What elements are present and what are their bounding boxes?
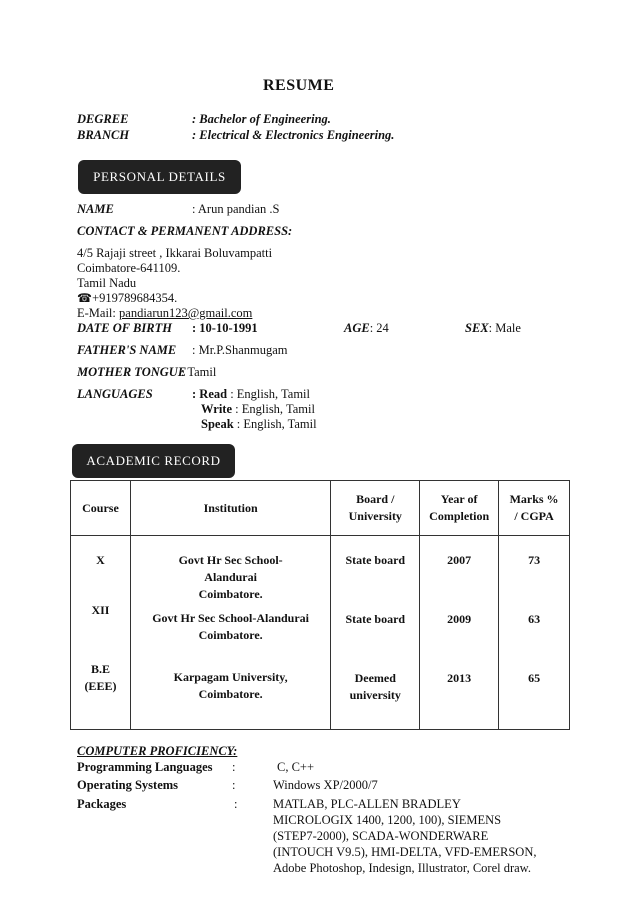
age-field: [344, 321, 389, 336]
personal-details-heading-text: PERSONAL DETAILS: [93, 169, 226, 184]
header-marks-line-1: Marks %: [509, 492, 559, 506]
os-label: Operating Systems: [77, 778, 179, 792]
board-column: [331, 536, 420, 730]
header-institution: [130, 481, 330, 536]
pkg-line-4: (INTOUCH V9.5), HMI-DELTA, VFD-EMERSON,: [273, 845, 537, 859]
board-2-text: State board: [345, 612, 406, 626]
year-2-text: 2009: [447, 612, 472, 626]
course-3-line-1: B.E: [90, 662, 110, 676]
prog-colon: :: [232, 760, 236, 774]
degree-label: DEGREE: [77, 112, 129, 126]
institution-2-line-2: Coimbatore.: [198, 628, 263, 642]
branch-value: : Electrical & Electronics Engineering.: [192, 128, 395, 142]
os-value: Windows XP/2000/7: [273, 778, 378, 792]
course-3-line-2: (EEE): [84, 679, 117, 693]
phone-icon: ☎: [77, 291, 92, 305]
header-institution-text: Institution: [203, 500, 258, 515]
board-1-text: State board: [345, 553, 406, 567]
board-cell-2: [331, 569, 419, 628]
table-body-row: [71, 536, 570, 730]
year-cell-2: [420, 569, 498, 628]
father-value: : Mr.P.Shanmugam: [192, 343, 288, 357]
year-column: [420, 536, 499, 730]
language-speak-mode: Speak: [201, 417, 234, 431]
pkg-line-3: (STEP7-2000), SCADA-WONDERWARE: [273, 829, 489, 843]
pkg-line-5: Adobe Photoshop, Indesign, Illustrator, Corel draw.: [273, 861, 532, 875]
institution-cell-2: [131, 603, 330, 644]
marks-cell-3: [499, 628, 569, 687]
academic-table: [70, 480, 570, 730]
computer-proficiency-heading: COMPUTER PROFICIENCY:: [77, 744, 238, 758]
course-1-text: X: [96, 553, 105, 567]
course-cell-2: [71, 569, 130, 619]
phone-value: +919789684354.: [92, 291, 178, 305]
table-header-row: [71, 481, 570, 536]
institution-3-line-2: Coimbatore.: [198, 687, 263, 701]
header-year-line-1: Year of: [440, 492, 478, 506]
language-read-mode: Read: [199, 387, 228, 401]
language-read-value: : English, Tamil: [227, 387, 311, 401]
languages-label: LANGUAGES: [77, 387, 153, 401]
header-board-line-2: University: [348, 509, 402, 523]
institution-2-line-1: Govt Hr Sec School-Alandurai: [152, 611, 310, 625]
language-write-value: : English, Tamil: [232, 402, 315, 416]
academic-record-heading-text: ACADEMIC RECORD: [86, 453, 221, 468]
marks-2-text: 63: [528, 612, 541, 626]
year-cell-1: [420, 536, 498, 569]
email-label: E-Mail:: [77, 306, 116, 320]
branch-label: BRANCH: [77, 128, 130, 142]
institution-1-line-2: Alandurai: [204, 570, 257, 584]
sex-field: [465, 321, 521, 336]
language-write: [201, 402, 315, 417]
header-board-line-1: Board /: [356, 492, 395, 506]
age-label: AGE: [344, 321, 370, 335]
institution-cell-1: [131, 536, 330, 603]
header-board: [331, 481, 420, 536]
course-cell-3: [71, 619, 130, 695]
page-title: RESUME: [263, 77, 335, 94]
marks-1-text: 73: [528, 553, 541, 567]
language-read: [192, 387, 310, 402]
marks-cell-2: [499, 569, 569, 628]
age-value: : 24: [369, 321, 389, 335]
institution-cell-3: [131, 644, 330, 703]
institution-1-line-1: Govt Hr Sec School-: [178, 553, 283, 567]
header-marks: [499, 481, 570, 536]
year-cell-3: [420, 628, 498, 687]
prog-label: Programming Languages: [77, 760, 213, 774]
contact-label: CONTACT & PERMANENT ADDRESS:: [77, 224, 293, 238]
dob-value-text: : 10-10-1991: [192, 321, 258, 335]
dob-value: [192, 321, 258, 336]
institution-1-line-3: Coimbatore.: [198, 587, 263, 601]
pkg-label: Packages: [77, 797, 127, 811]
language-write-mode: Write: [201, 402, 233, 416]
board-cell-3: [331, 628, 419, 704]
course-column: [71, 536, 131, 730]
dob-label: DATE OF BIRTH: [77, 321, 172, 335]
header-course-text: Course: [82, 500, 119, 515]
sex-label: SEX: [465, 321, 489, 335]
father-label: FATHER'S NAME: [77, 343, 177, 357]
institution-3-line-1: Karpagam University,: [173, 670, 288, 684]
name-label: NAME: [77, 202, 114, 216]
tongue-label: MOTHER TONGUE: [77, 365, 187, 379]
year-3-text: 2013: [447, 671, 472, 685]
address-line-2: Coimbatore-641109.: [77, 261, 181, 275]
name-value: : Arun pandian .S: [192, 202, 280, 216]
language-speak-value: : English, Tamil: [233, 417, 317, 431]
marks-3-text: 65: [528, 671, 541, 685]
degree-value: : Bachelor of Engineering.: [192, 112, 331, 126]
academic-record-heading: [72, 444, 235, 478]
marks-cell-1: [499, 536, 569, 569]
address-line-3: Tamil Nadu: [77, 276, 137, 290]
header-year-line-2: Completion: [429, 509, 490, 523]
language-speak: [201, 417, 317, 432]
address-line-1: 4/5 Rajaji street , Ikkarai Boluvampatti: [77, 246, 273, 260]
personal-details-heading: [78, 160, 241, 194]
os-colon: :: [232, 778, 236, 792]
pkg-line-1: MATLAB, PLC-ALLEN BRADLEY: [273, 797, 461, 811]
board-cell-1: [331, 536, 419, 569]
institution-column: [130, 536, 330, 730]
course-2-text: XII: [91, 603, 110, 617]
tongue-value: : Tamil: [181, 365, 217, 379]
marks-column: [499, 536, 570, 730]
email-row: [77, 306, 252, 321]
year-1-text: 2007: [447, 553, 472, 567]
sex-value: : Male: [488, 321, 521, 335]
header-year: [420, 481, 499, 536]
pkg-colon: :: [234, 797, 238, 811]
course-cell-1: [71, 536, 130, 569]
email-link[interactable]: pandiarun123@gmail.com: [119, 306, 253, 320]
board-3-line-1: Deemed: [354, 671, 396, 685]
header-course: [71, 481, 131, 536]
board-3-line-2: university: [349, 688, 401, 702]
pkg-line-2: MICROLOGIX 1400, 1200, 100), SIEMENS: [273, 813, 502, 827]
prog-value: C, C++: [277, 760, 315, 774]
phone-row: [77, 291, 177, 306]
header-marks-line-2: / CGPA: [514, 509, 554, 523]
language-read-colon: :: [192, 387, 200, 401]
